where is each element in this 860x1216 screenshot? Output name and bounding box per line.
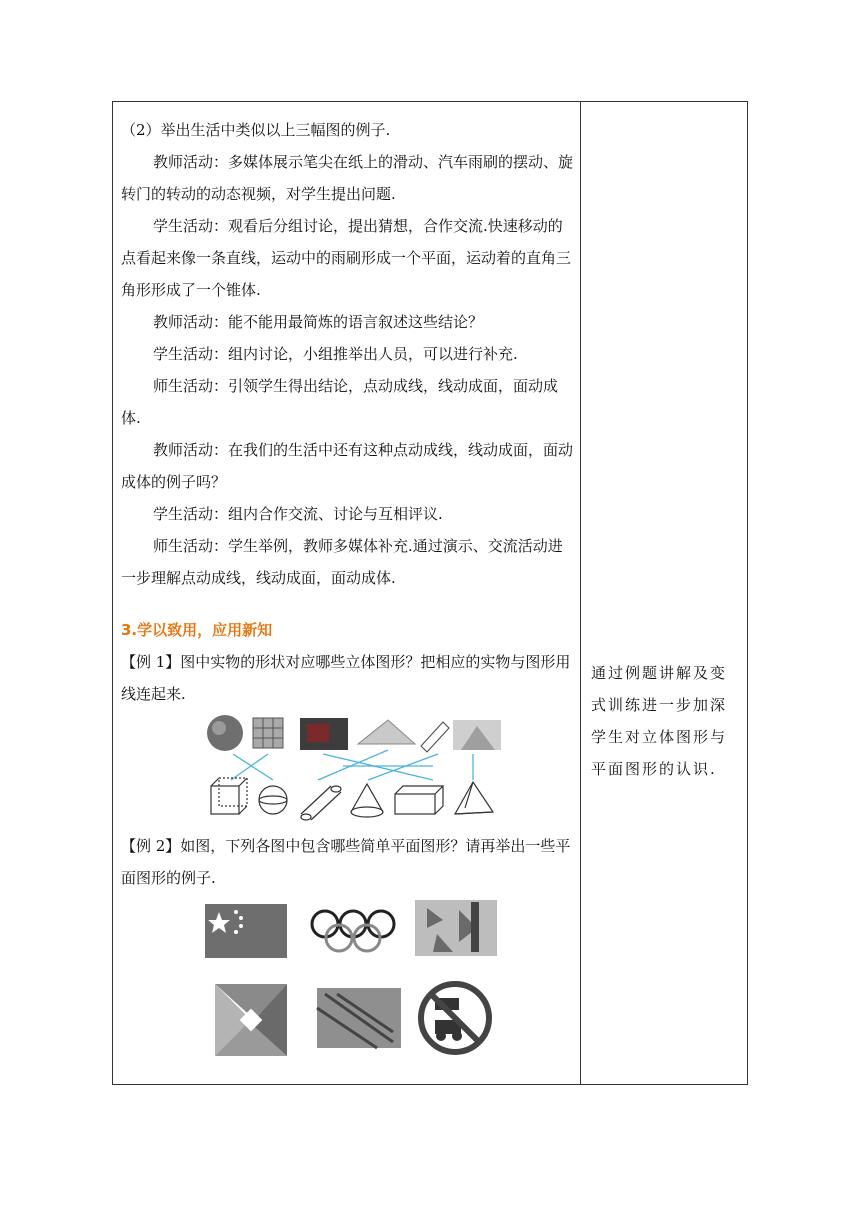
box-image <box>300 718 348 750</box>
pinwheel-image <box>215 984 287 1056</box>
globe-image <box>207 715 243 751</box>
example-1-figure <box>203 714 503 826</box>
cone-slice-image <box>358 720 415 744</box>
cylinder-shape <box>301 786 341 820</box>
paragraph-9: 师生活动：学生举例，教师多媒体补充.通过演示、交流活动进一步理解点动成线，线动成面，面动成体. <box>121 537 563 587</box>
paragraph-2: 教师活动：多媒体展示笔尖在纸上的滑动、汽车雨刷的摆动、旋转门的转动的动态视频，对学生提出问题. <box>121 153 574 203</box>
lesson-table <box>112 101 748 1085</box>
design-note: 通过例题讲解及变式训练进一步加深学生对立体图形与平面图形的认识. <box>591 664 728 778</box>
sphere-shape <box>259 786 287 814</box>
checkered-image <box>317 988 401 1048</box>
cuboid-shape <box>395 786 443 814</box>
section-heading: 3.学以致用，应用新知 <box>121 621 273 639</box>
paragraph-4: 教师活动：能不能用最简炼的语言叙述这些结论？ <box>153 313 484 331</box>
pyramid-image <box>453 720 501 750</box>
connection-lines <box>231 750 473 780</box>
no-tractor-sign-icon <box>421 984 489 1052</box>
activity-column <box>121 114 573 1078</box>
paragraph-1: （2）举出生活中类似以上三幅图的例子. <box>121 121 391 139</box>
paragraph-6: 师生活动：引领学生得出结论，点动成线，线动成面，面动成体. <box>121 377 559 427</box>
example-2-text: 【例 2】如图，下列各图中包含哪些简单平面图形？请再举出一些平面图形的例子. <box>121 837 571 887</box>
paragraph-7: 教师活动：在我们的生活中还有这种点动成线，线动成面，面动成体的例子吗？ <box>121 441 574 491</box>
paragraph-5: 学生活动：组内讨论，小组推举出人员，可以进行补充. <box>153 345 518 363</box>
example-1-text: 【例 1】图中实物的形状对应哪些立体图形？把相应的实物与图形用线连起来. <box>121 653 571 703</box>
column-divider <box>580 102 581 1084</box>
pencil-image <box>421 722 449 752</box>
design-intent-column <box>591 657 741 785</box>
paragraph-8: 学生活动：组内合作交流、讨论与互相评议. <box>153 505 443 523</box>
paragraph-3: 学生活动：观看后分组讨论，提出猜想，合作交流.快速移动的点看起来像一条直线，运动中的雨刷形成一个平面，运动着的直角三角形形成了一个锥体. <box>121 217 572 299</box>
olympic-rings-image <box>312 911 394 951</box>
rubiks-cube-image <box>253 718 283 748</box>
cone-shape <box>351 784 383 817</box>
example-2-figure <box>197 898 497 1078</box>
pyramid-shape <box>455 782 493 814</box>
flag-image <box>205 904 287 958</box>
cube-shape <box>211 778 247 814</box>
pattern-image <box>415 900 497 956</box>
